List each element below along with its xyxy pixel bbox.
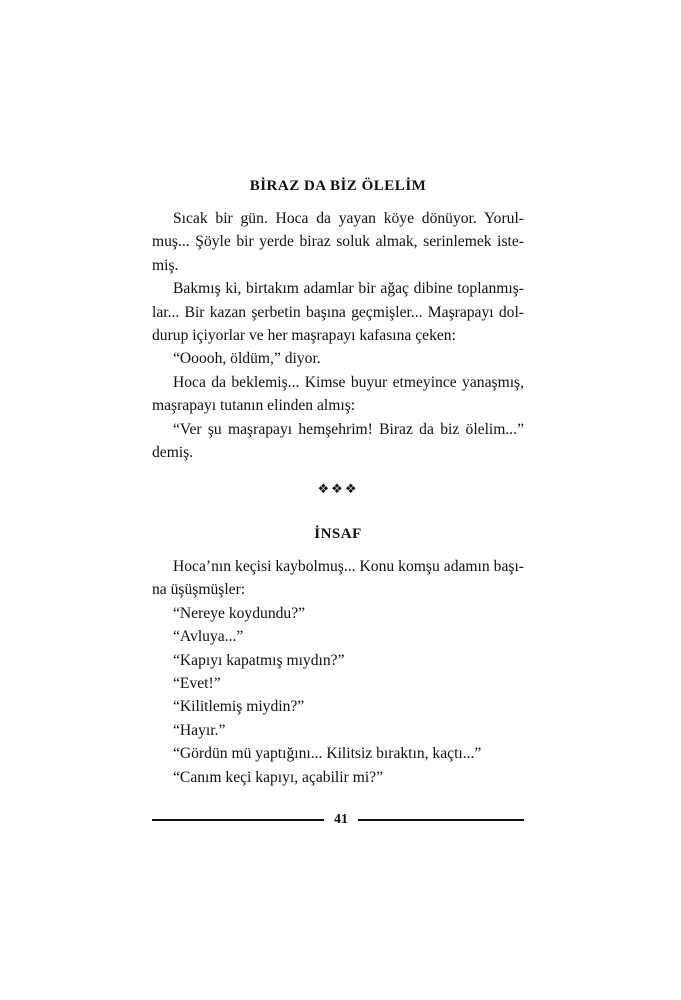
dialog-line: “Gördün mü yaptığını... Kilitsiz bıraktın, kaçtı...”: [173, 745, 482, 763]
text-line: durup içiyorlar ve her maşrapayı kafasına çeken:: [152, 327, 456, 345]
dialog-line: “Kapıyı kapatmış mıydın?”: [173, 651, 345, 669]
page-number: 41: [334, 812, 348, 827]
text-line: demiş.: [152, 444, 194, 462]
text-line: “Ver şu maşrapayı hemşehrim! Biraz da biz ölelim...”: [173, 420, 524, 438]
dialog-line: “Evet!”: [173, 675, 221, 693]
story-title-biraz-da-biz-olelim: BİRAZ DA BİZ ÖLELİM: [249, 178, 427, 194]
dialog-line: “Nereye koydundu?”: [173, 604, 306, 622]
text-line: Bakmış ki, birtakım adamlar bir ağaç dibine toplanmış-: [173, 280, 524, 298]
paragraph-3: “Ooooh, öldüm,” diyor.: [173, 350, 321, 368]
dialog-line: “Canım keçi kapıyı, açabilir mi?”: [173, 768, 383, 786]
page-footer: [152, 808, 524, 832]
paragraph-4: [152, 371, 524, 418]
paragraph-1: [152, 207, 524, 277]
text-line: muş... Şöyle bir yerde biraz soluk almak, serinlemek iste-: [152, 233, 524, 251]
paragraph-5: [152, 418, 524, 465]
paragraph-1: [152, 555, 524, 602]
dialog-line: “Kilitlemiş miydin?”: [173, 698, 305, 716]
text-line: na üşüşmüşler:: [152, 581, 246, 599]
paragraph-2: [152, 277, 524, 347]
dialog-line: “Avluya...”: [173, 628, 244, 646]
footer-rule-right: [358, 819, 524, 821]
text-line: maşrapayı tutanın elinden almış:: [152, 397, 356, 415]
text-line: miş.: [152, 256, 179, 274]
story-body-biraz-da-biz-olelim: [152, 207, 524, 464]
text-line: Hoca da beklemiş... Kimse buyur etmeyince yanaşmış,: [173, 373, 524, 391]
section-divider-ornament: ❖❖❖: [317, 482, 359, 497]
story-title-insaf: İNSAF: [314, 526, 362, 542]
footer-rule-left: [152, 819, 324, 821]
story-body-insaf: [152, 555, 524, 789]
text-line: Hoca’nın keçisi kaybolmuş... Konu komşu adamın başı-: [173, 558, 524, 575]
dialog-line: “Hayır.”: [173, 721, 226, 739]
text-line: Sıcak bir gün. Hoca da yayan köye dönüyor. Yorul-: [173, 210, 524, 227]
text-line: lar... Bir kazan şerbetin başına geçmişler... Maşrapayı dol-: [152, 303, 524, 321]
